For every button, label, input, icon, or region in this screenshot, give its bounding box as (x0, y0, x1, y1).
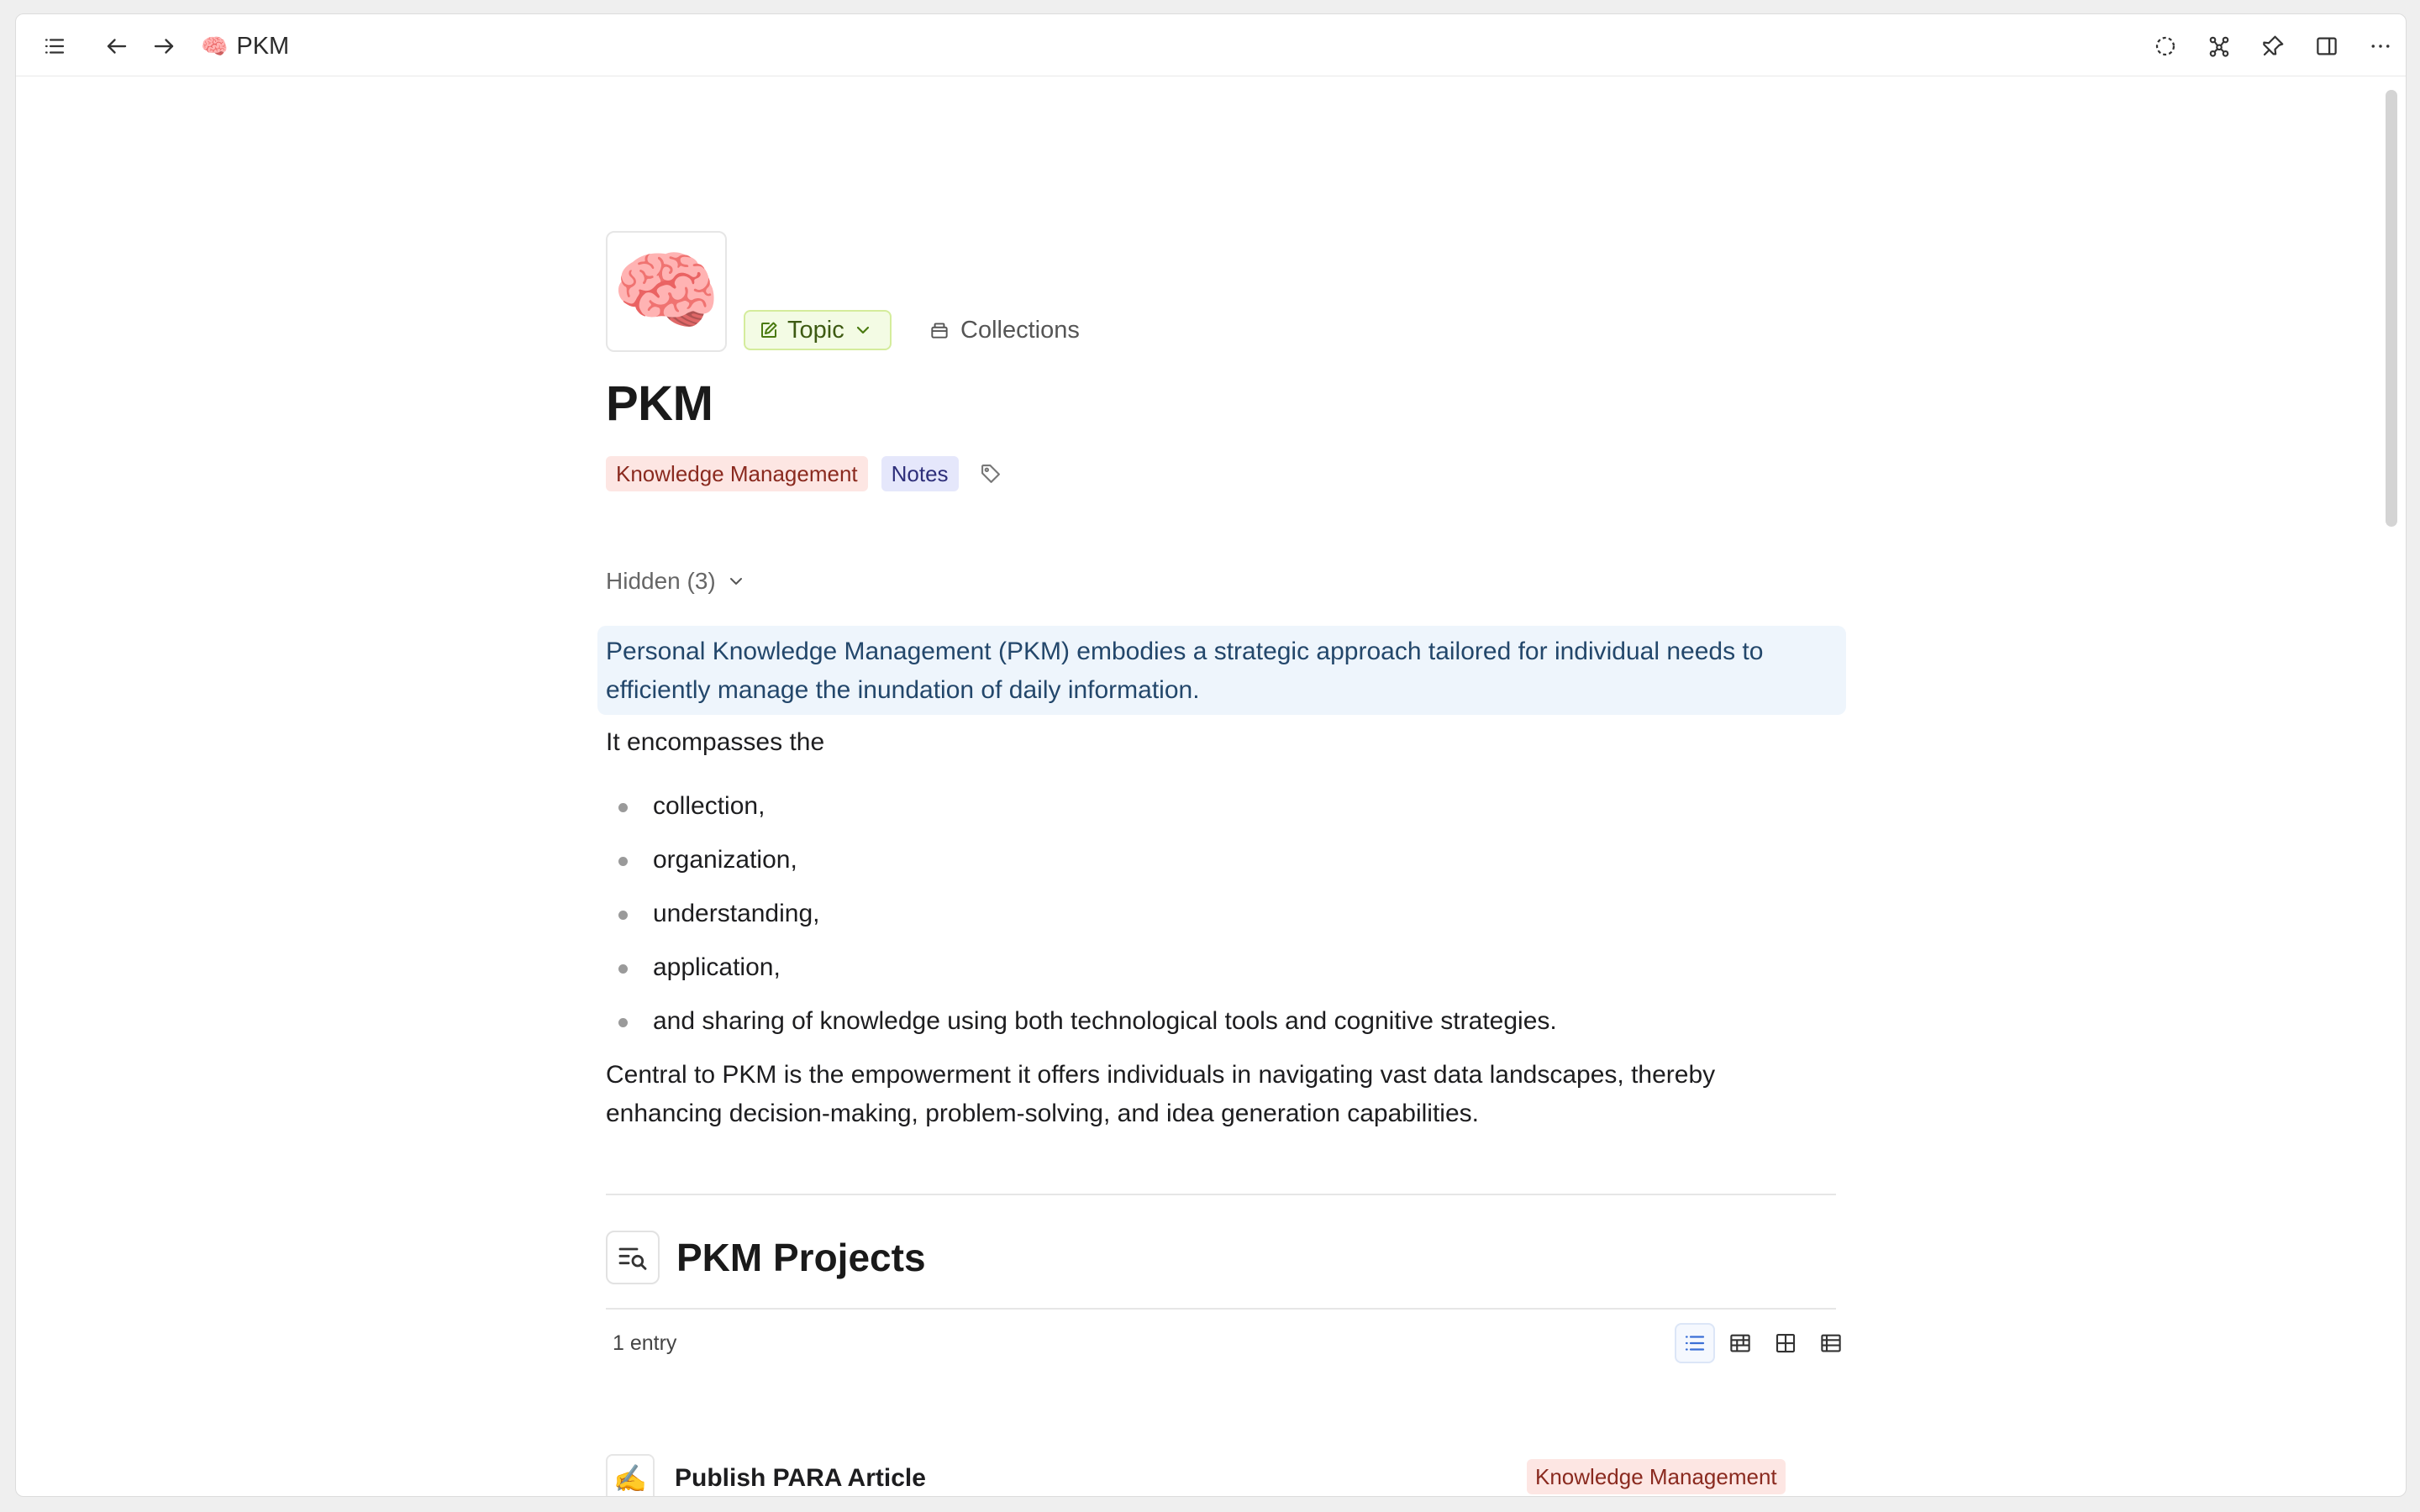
divider (606, 1308, 1836, 1310)
collections-button[interactable] (929, 310, 1080, 350)
table-view-icon (1818, 1331, 1844, 1356)
more-icon (2368, 34, 2393, 59)
grid-view-icon (1773, 1331, 1798, 1356)
list-item[interactable]: collection, (606, 787, 1557, 841)
entry-count: 1 entry (613, 1331, 677, 1355)
divider (606, 1194, 1836, 1195)
pin-button[interactable] (2256, 29, 2290, 63)
table-row[interactable] (606, 1446, 1836, 1497)
table-view-button[interactable] (1811, 1323, 1851, 1363)
arrow-left-icon (104, 34, 129, 59)
intro-paragraph[interactable]: It encompasses the (606, 728, 825, 756)
breadcrumb[interactable] (201, 29, 289, 63)
hidden-label: Hidden (3) (606, 568, 716, 594)
dashed-circle-icon (2153, 34, 2178, 59)
add-tag-button[interactable] (979, 460, 1006, 487)
panel-toggle-button[interactable] (2310, 29, 2344, 63)
top-bar (16, 14, 2406, 76)
list-item[interactable]: understanding, (606, 895, 1557, 948)
chevron-down-icon (853, 320, 873, 340)
back-button[interactable] (100, 29, 134, 63)
collection-box-icon (929, 319, 950, 341)
board-view-button[interactable] (1720, 1323, 1760, 1363)
arrow-right-icon (151, 34, 176, 59)
search-list-icon (616, 1241, 650, 1274)
row-title[interactable]: Publish PARA Article (675, 1464, 926, 1492)
tag-knowledge-management[interactable]: Knowledge Management (606, 456, 868, 491)
sidebar-toggle-button[interactable] (38, 29, 71, 63)
page-icon[interactable]: 🧠 (606, 231, 727, 352)
row-tag-knowledge-management[interactable]: Knowledge Management (1527, 1459, 1786, 1494)
grid-view-button[interactable] (1765, 1323, 1806, 1363)
more-button[interactable] (2364, 29, 2397, 63)
bullet-list (606, 787, 1557, 1056)
list-icon (42, 34, 67, 59)
type-label: Topic (787, 316, 844, 344)
hidden-properties-toggle[interactable] (606, 562, 746, 601)
chevron-down-icon (726, 571, 746, 591)
list-item[interactable]: application, (606, 948, 1557, 1002)
edit-icon (759, 320, 779, 340)
graph-icon (2207, 34, 2232, 59)
list-item[interactable]: and sharing of knowledge using both technological tools and cognitive strategies. (606, 1002, 1557, 1056)
pin-icon (2260, 34, 2286, 59)
tag-list (606, 456, 1006, 491)
tag-icon (979, 462, 1002, 486)
list-view-icon (1682, 1331, 1707, 1356)
app-window (15, 13, 2407, 1497)
breadcrumb-title: PKM (236, 32, 290, 60)
graph-button[interactable] (2202, 29, 2236, 63)
board-view-icon (1728, 1331, 1753, 1356)
tag-notes[interactable]: Notes (881, 456, 959, 491)
scrollbar-thumb[interactable] (2386, 90, 2397, 527)
page-title[interactable]: PKM (606, 376, 713, 431)
view-switcher (1675, 1323, 1851, 1363)
sidebar-panel-icon (2314, 34, 2339, 59)
callout-block[interactable]: Personal Knowledge Management (PKM) embodies a strategic approach tailored for individual needs to efficiently manage the inundation of daily information. (597, 626, 1846, 715)
writing-hand-emoji-icon: ✍️ (606, 1454, 655, 1497)
collections-label: Collections (960, 316, 1080, 344)
scrollbar[interactable] (2386, 81, 2397, 1489)
list-item[interactable]: organization, (606, 841, 1557, 895)
focus-button[interactable] (2149, 29, 2182, 63)
query-block-button[interactable] (606, 1231, 660, 1284)
query-header (606, 1231, 926, 1284)
list-view-button[interactable] (1675, 1323, 1715, 1363)
type-selector[interactable] (744, 310, 892, 350)
closing-paragraph[interactable]: Central to PKM is the empowerment it offers individuals in navigating vast data landscapes, thereby enhancing decision-making, problem-solving, and idea generation capabilities. (606, 1061, 1716, 1127)
query-title[interactable]: PKM Projects (676, 1236, 926, 1279)
forward-button[interactable] (147, 29, 181, 63)
brain-emoji-icon: 🧠 (201, 33, 229, 59)
